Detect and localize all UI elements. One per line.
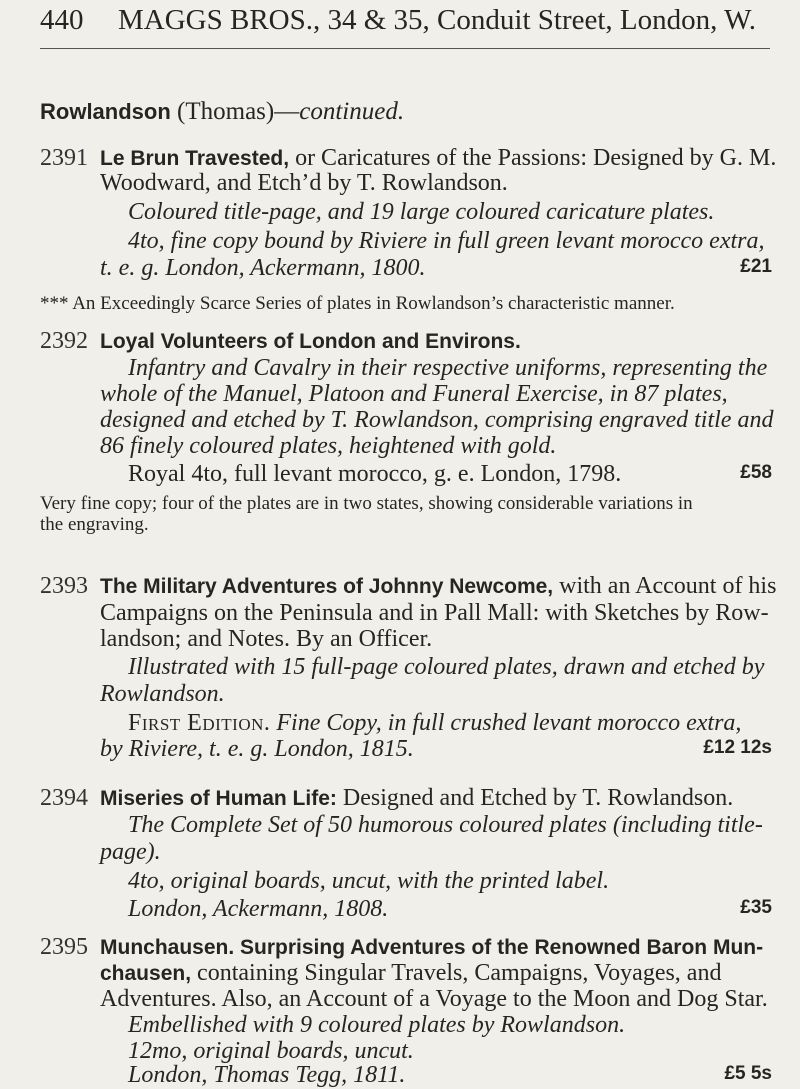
entry-description: Embellished with 9 coloured plates by Rowlandson. — [128, 1012, 626, 1038]
entry-description: Coloured title-page, and 19 large coloured caricature plates. — [128, 199, 715, 225]
entry-title-line — [100, 933, 763, 962]
section-heading — [40, 98, 404, 126]
entry-imprint: by Riviere, t. e. g. London, 1815. — [100, 736, 414, 762]
entry-note: Very fine copy; four of the plates are in two states, showing considerable variations in — [40, 493, 693, 514]
entry-description: designed and etched by T. Rowlandson, comprising engraved title and — [100, 407, 774, 433]
entry-title: Loyal Volunteers of London and Environs. — [100, 330, 521, 353]
entry-binding-text: Fine Copy, in full crushed levant morocco extra, — [270, 710, 742, 736]
entry-description: 86 finely coloured plates, heightened with gold. — [100, 433, 557, 459]
entry-title: Miseries of Human Life: — [100, 787, 337, 810]
entry-title-cont: landson; and Notes. By an Officer. — [100, 626, 433, 652]
entry-title-line — [100, 572, 776, 601]
entry-price: £35 — [740, 897, 772, 918]
entry-title-rest: Designed and Etched by T. Rowlandson. — [336, 785, 734, 811]
entry-number: 2392 — [40, 328, 88, 354]
entry-binding: 12mo, original boards, uncut. — [128, 1038, 414, 1064]
entry-price: £12 12s — [703, 737, 772, 758]
entry-binding: 4to, fine copy bound by Riviere in full green levant morocco extra, — [128, 228, 765, 254]
entry-imprint: t. e. g. London, Ackermann, 1800. — [100, 255, 426, 281]
entry-title-cont: Adventures. Also, an Account of a Voyage to the Moon and Dog Star. — [100, 986, 768, 1012]
entry-description: Illustrated with 15 full-page coloured plates, drawn and etched by — [128, 654, 765, 680]
entry-price: £21 — [740, 256, 772, 277]
entry-binding — [128, 709, 741, 737]
entry-title-rest: with an Account of his — [553, 573, 777, 599]
entry-number: 2391 — [40, 145, 88, 171]
entry-description: The Complete Set of 50 humorous coloured plates (including title- — [128, 812, 763, 838]
entry-title-cont: Woodward, and Etch’d by T. Rowlandson. — [100, 170, 508, 196]
entry-imprint: London, Thomas Tegg, 1811. — [128, 1062, 406, 1088]
entry-title: chausen, — [100, 962, 192, 985]
entry-note: the engraving. — [40, 514, 149, 535]
entry-number: 2393 — [40, 573, 88, 599]
entry-title: Munchausen. Surprising Adventures of the Renowned Baron Mun- — [100, 936, 764, 959]
entry-edition: First Edition. — [128, 710, 271, 736]
entry-number: 2394 — [40, 785, 88, 811]
entry-binding: 4to, original boards, uncut, with the printed label. — [128, 868, 610, 894]
page-number: 440 — [40, 4, 84, 36]
entry-description: whole of the Manuel, Platoon and Funeral Exercise, in 87 plates, — [100, 381, 728, 407]
entry-imprint: London, Ackermann, 1808. — [128, 896, 389, 922]
entry-title-line — [100, 784, 733, 813]
section-author: Rowlandson — [40, 99, 171, 124]
entry-title-rest: or Caricatures of the Passions: Designed by G. M. — [289, 145, 777, 171]
entry-title-rest: containing Singular Travels, Campaigns, Voyages, and — [191, 960, 722, 986]
publisher-line: MAGGS BROS., 34 & 35, Conduit Street, London, W. — [118, 4, 757, 36]
section-continued: continued. — [299, 98, 405, 125]
entry-description: Infantry and Cavalry in their respective uniforms, representing the — [128, 355, 768, 381]
entry-binding: Royal 4to, full levant morocco, g. e. London, 1798. — [128, 461, 622, 487]
entry-title-cont — [100, 959, 721, 988]
entry-title-cont: Campaigns on the Peninsula and in Pall Mall: with Sketches by Row- — [100, 600, 769, 626]
entry-title: Le Brun Travested, — [100, 147, 290, 170]
entry-price: £5 5s — [724, 1063, 772, 1084]
entry-note: *** An Exceedingly Scarce Series of plates in Rowlandson’s characteristic manner. — [40, 293, 675, 314]
entry-title: The Military Adventures of Johnny Newcome, — [100, 575, 554, 598]
entry-number: 2395 — [40, 934, 88, 960]
running-head — [40, 4, 760, 37]
entry-description: Rowlandson. — [100, 681, 225, 707]
section-author-rest: (Thomas)— — [170, 98, 300, 125]
entry-price: £58 — [740, 462, 772, 483]
entry-description: page). — [100, 839, 161, 865]
entry-title-line — [100, 327, 521, 356]
header-rule — [40, 48, 770, 49]
